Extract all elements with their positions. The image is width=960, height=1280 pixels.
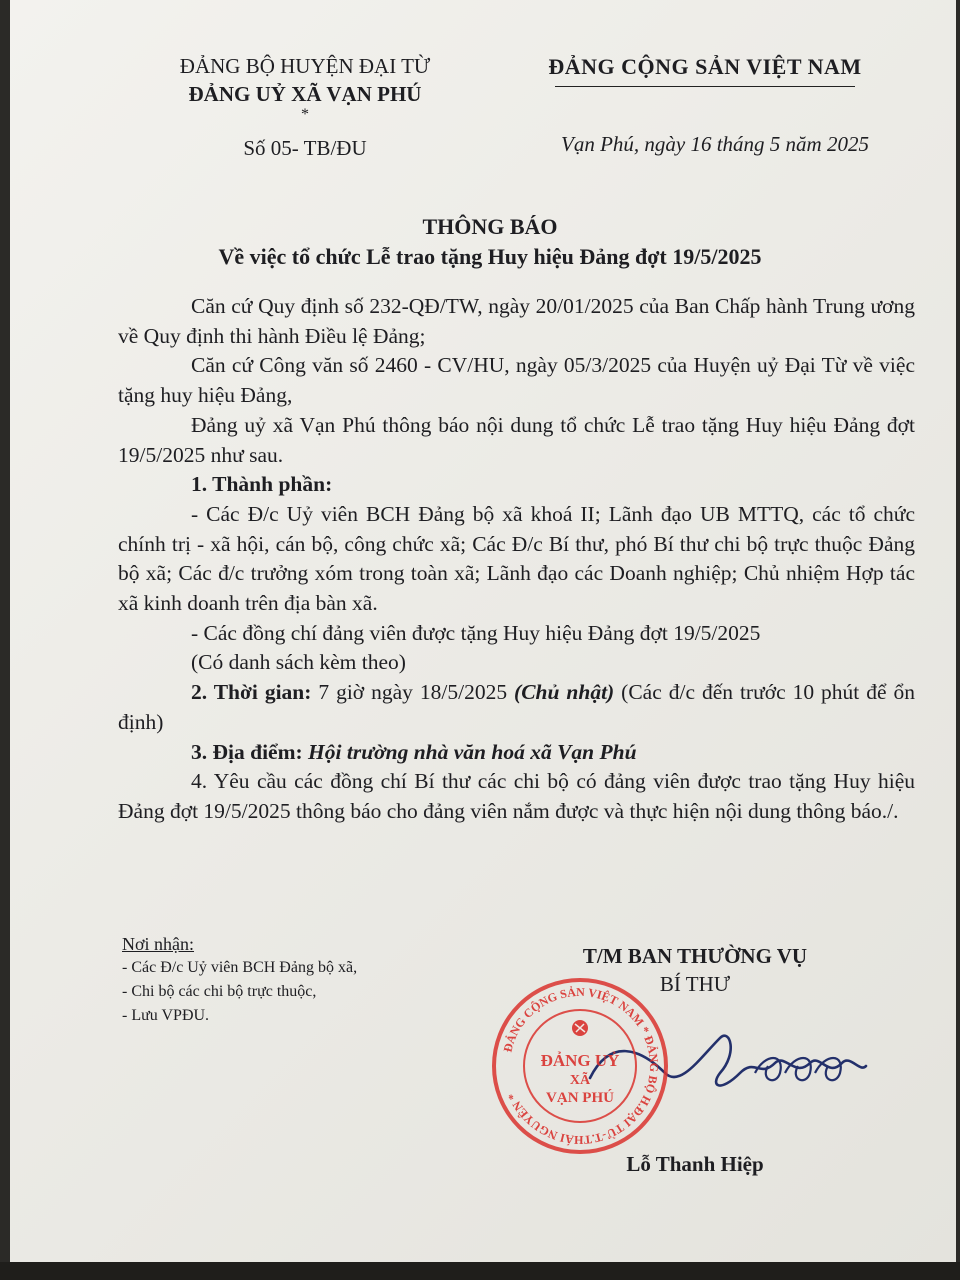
header-star: * [301,106,309,123]
official-seal [490,976,670,1156]
section-2-heading: 2. Thời gian: [191,680,312,705]
section-2-arrival: (Các đ/c đến trước 10 phút để ổn định) [118,680,915,734]
district-party-committee: ĐẢNG BỘ HUYỆN ĐẠI TỪ [179,54,431,78]
document-subject: Về việc tổ chức Lễ trao tặng Huy hiệu Đảng đợt 19/5/2025 [218,244,762,269]
section-1-awardees: - Các đồng chí đảng viên được tặng Huy hiệu Đảng đợt 19/5/2025 [191,620,761,645]
recipients-label: Nơi nhận: [122,934,195,954]
recipient-item: - Chi bộ các chi bộ trực thuộc, [122,983,317,1000]
hammer-sickle-icon [572,1020,588,1036]
background-edge [0,1262,960,1280]
party-name-underline [555,86,855,87]
seal-outer-text: ĐẢNG CỘNG SẢN VIỆT NAM * ĐẢNG BỘ H.ĐẠI TỪ-T.THÁI NGUYÊN * [500,984,662,1148]
signer-position: BÍ THƯ [659,972,731,996]
document-body [118,292,915,827]
section-1-heading: 1. Thành phần: [191,472,333,497]
section-3-venue: Hội trường nhà văn hoá xã Vạn Phú [308,739,637,764]
party-name-block [535,54,875,87]
place-and-date: Vạn Phú, ngày 16 tháng 5 năm 2025 [561,132,869,156]
document-title-block [160,212,820,272]
section-1-note: (Có danh sách kèm theo) [191,650,406,675]
recipients-block [122,932,357,1028]
document-title: THÔNG BÁO [422,214,558,239]
section-3-heading: 3. Địa điểm: [191,739,303,764]
section-4-paragraph: 4. Yêu cầu các đồng chí Bí thư các chi bộ có đảng viên được trao tặng Huy hiệu Đảng đợt 19/5/2025 thông báo cho đảng viên nắm được và thực hiện nội dung thông báo./. [118,769,915,823]
seal-center-line-1: ĐẢNG UỶ [540,1051,620,1070]
seal-center-line-3: VẠN PHÚ [546,1090,614,1106]
section-1-participants: - Các Đ/c Uỷ viên BCH Đảng bộ xã khoá II; Lãnh đạo UB MTTQ, các tổ chức chính trị - xã hội, cán bộ, công chức xã; Các Đ/c Bí thư, phó Bí thư chi bộ trực thuộc Đảng bộ xã; Các đ/c trưởng xóm trong toàn xã; Lãnh đạo các Doanh nghiệp; Chủ nhiệm Hợp tác xã kinh doanh trên địa bàn xã. [118,501,915,616]
section-2-day: (Chủ nhật) [514,680,615,705]
document-page [10,0,956,1262]
issuing-authority-block [160,52,450,162]
on-behalf-of: T/M BAN THƯỜNG VỤ [582,944,808,968]
recipient-item: - Các Đ/c Uỷ viên BCH Đảng bộ xã, [122,959,358,976]
basis-paragraph-2: Căn cứ Công văn số 2460 - CV/HU, ngày 05/3/2025 của Huyện uỷ Đại Từ về việc tặng huy hiệu Đảng, [118,353,915,408]
section-2-time: 7 giờ ngày 18/5/2025 [311,680,515,705]
section-2-paragraph [118,678,915,737]
document-number: Số 05- TB/ĐU [243,136,367,160]
basis-paragraph-1: Căn cứ Quy định số 232-QĐ/TW, ngày 20/01/2025 của Ban Chấp hành Trung ương về Quy định thi hành Điều lệ Đảng; [118,294,915,348]
intro-paragraph: Đảng uỷ xã Vạn Phú thông báo nội dung tổ chức Lễ trao tặng Huy hiệu Đảng đợt 19/5/2025 như sau. [118,412,915,467]
section-3-paragraph [118,738,915,768]
seal-center-line-2: XÃ [569,1073,591,1088]
commune-party-committee: ĐẢNG UỶ XÃ VẠN PHÚ [188,82,422,106]
party-name: ĐẢNG CỘNG SẢN VIỆT NAM [548,54,862,79]
signer-name: Lỗ Thanh Hiệp [626,1152,764,1176]
recipient-item: - Lưu VPĐU. [122,1007,210,1024]
